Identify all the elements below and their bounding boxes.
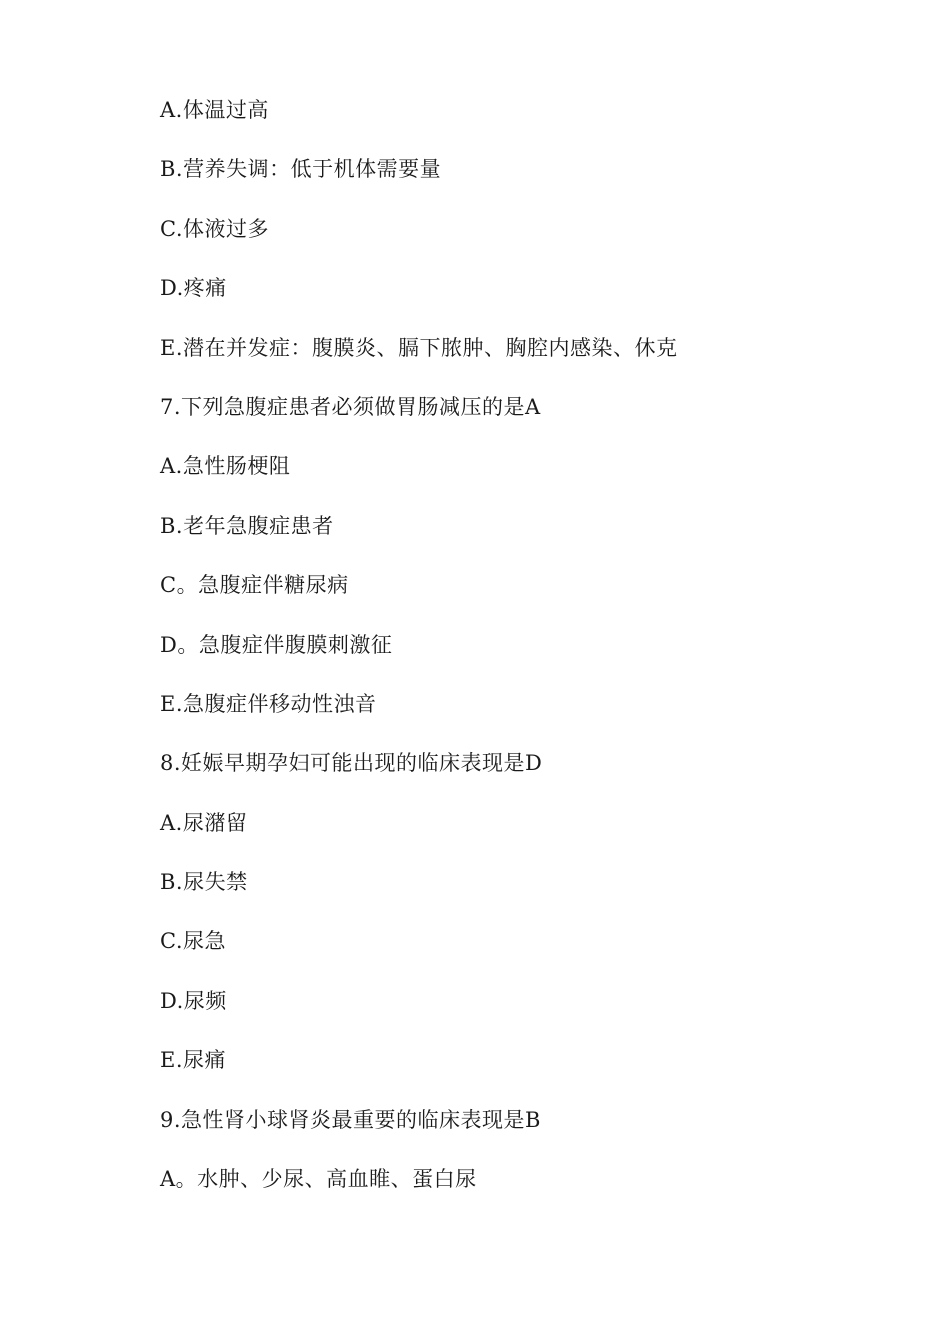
option-line: D。急腹症伴腹膜刺激征: [160, 632, 393, 657]
option-line: C.尿急: [160, 929, 226, 954]
question-line: 7.下列急腹症患者必须做胃肠减压的是A: [160, 394, 541, 419]
option-line: C。急腹症伴糖尿病: [160, 573, 349, 598]
option-line: D.尿频: [160, 988, 227, 1013]
option-line: A.体温过高: [160, 98, 269, 122]
option-line: D.疼痛: [160, 276, 227, 301]
option-line: B.老年急腹症患者: [160, 513, 334, 538]
option-line: A。水肿、少尿、高血睢、蛋白尿: [160, 1167, 477, 1192]
option-line: E.急腹症伴移动性浊音: [160, 691, 377, 716]
question-line: 8.妊娠早期孕妇可能出现的临床表现是D: [160, 751, 543, 776]
option-line: C.体液过多: [160, 216, 269, 241]
option-line: E.尿痛: [160, 1048, 227, 1073]
option-line: B.营养失调：低于机体需要量: [160, 157, 442, 182]
option-line: A.急性肠梗阻: [160, 454, 291, 479]
option-line: E.潜在并发症：腹膜炎、膈下脓肿、胸腔内感染、休克: [160, 335, 678, 360]
option-line: A.尿潴留: [160, 810, 248, 835]
option-line: B.尿失禁: [160, 870, 248, 895]
question-line: 9.急性肾小球肾炎最重要的临床表现是B: [160, 1107, 541, 1132]
text-content: [160, 92, 860, 1220]
